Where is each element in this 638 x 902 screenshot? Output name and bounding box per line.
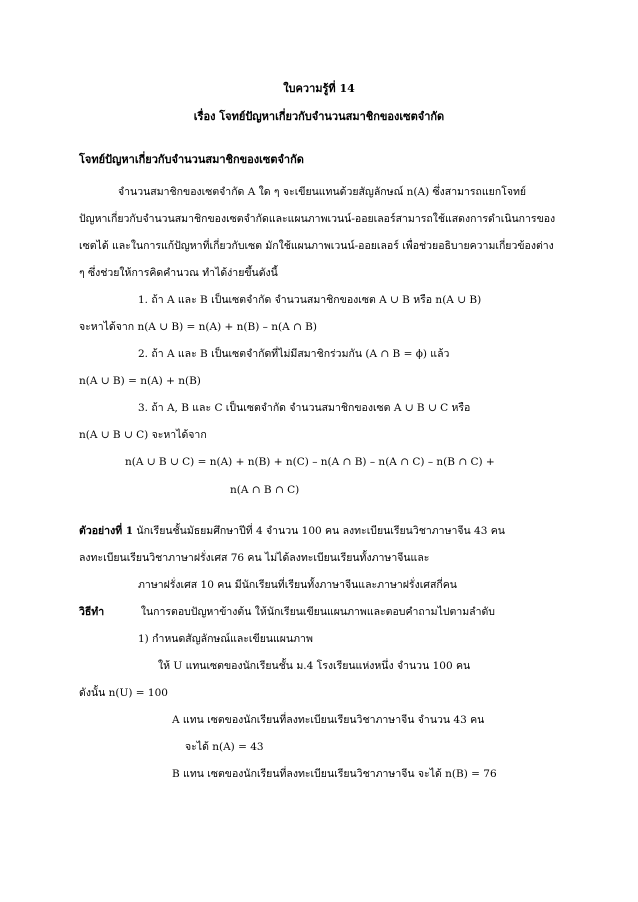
solution-line-6: จะได้ n(A) = 43 bbox=[185, 741, 264, 753]
solution-label: วิธีทำ bbox=[79, 606, 105, 618]
solution-line-3: ให้ U แทนเซตของนักเรียนชั้น ม.4 โรงเรียนแห่งหนึ่ง จำนวน 100 คน bbox=[158, 660, 471, 672]
rule-3-lead: n(A ∪ B ∪ C) จะหาได้จาก bbox=[79, 429, 207, 441]
page-subtitle: เรื่อง โจทย์ปัญหาเกี่ยวกับจำนวนสมาชิกของเซตจำกัด bbox=[193, 110, 445, 123]
solution-line-7: B แทน เซตของนักเรียนที่ลงทะเบียนเรียนวิชาภาษาจีน จะได้ n(B) = 76 bbox=[172, 768, 497, 780]
rule-1: 1. ถ้า A และ B เป็นเซตจำกัด จำนวนสมาชิกของเซต A ∪ B หรือ n(A ∪ B) bbox=[138, 294, 482, 306]
rule-3: 3. ถ้า A, B และ C เป็นเซตจำกัด จำนวนสมาชิกของเซต A ∪ B ∪ C หรือ bbox=[138, 402, 471, 414]
solution-text-1: ในการตอบปัญหาข้างต้น ให้นักเรียนเขียนแผนภาพและตอบคำถามไปตามลำดับ bbox=[140, 606, 495, 618]
example-label: ตัวอย่างที่ 1 bbox=[79, 525, 134, 537]
rule-2-formula: n(A ∪ B) = n(A) + n(B) bbox=[79, 375, 201, 387]
intro-line-4: ๆ ซึ่งช่วยให้การคิดคำนวณ ทำได้ง่ายขึ้นดังนี้ bbox=[79, 267, 278, 279]
rule-2: 2. ถ้า A และ B เป็นเซตจำกัดที่ไม่มีสมาชิกร่วมกัน (A ∩ B = ϕ) แล้ว bbox=[138, 348, 450, 360]
intro-line-2: ปัญหาเกี่ยวกับจำนวนสมาชิกของเซตจำกัดและแผนภาพเวนน์-ออยเลอร์สามารถใช้แสดงการดำเนินการของ bbox=[79, 213, 556, 225]
example-line-1 bbox=[79, 524, 505, 538]
example-line-2: ลงทะเบียนเรียนวิชาภาษาฝรั่งเศส 76 คน ไม่ได้ลงทะเบียนเรียนทั้งภาษาจีนและ bbox=[79, 552, 430, 564]
intro-line-1: จำนวนสมาชิกของเซตจำกัด A ใด ๆ จะเขียนแทนด้วยสัญลักษณ์ n(A) ซึ่งสามารถแยกโจทย์ bbox=[118, 186, 527, 198]
solution-step-1: 1) กำหนดสัญลักษณ์และเขียนแผนภาพ bbox=[138, 633, 313, 645]
rule-3-formula-cont: n(A ∩ B ∩ C) bbox=[230, 484, 300, 496]
example-line-3: ภาษาฝรั่งเศส 10 คน มีนักเรียนที่เรียนทั้งภาษาจีนและภาษาฝรั่งเศสกี่คน bbox=[138, 579, 457, 591]
example-text-1: นักเรียนชั้นมัธยมศึกษาปีที่ 4 จำนวน 100 คน ลงทะเบียนเรียนวิชาภาษาจีน 43 คน bbox=[133, 525, 505, 537]
solution-line-1 bbox=[79, 605, 495, 619]
solution-line-4: ดังนั้น n(U) = 100 bbox=[79, 687, 168, 699]
rule-3-formula: n(A ∪ B ∪ C) = n(A) + n(B) + n(C) – n(A ∩ B) – n(A ∩ C) – n(B ∩ C) + bbox=[125, 456, 495, 468]
page-title: ใบความรู้ที่ 14 bbox=[283, 82, 355, 95]
rule-1-formula: จะหาได้จาก n(A ∪ B) = n(A) + n(B) – n(A ∩ B) bbox=[79, 321, 317, 333]
section-heading: โจทย์ปัญหาเกี่ยวกับจำนวนสมาชิกของเซตจำกัด bbox=[79, 153, 304, 166]
solution-line-5: A แทน เซตของนักเรียนที่ลงทะเบียนเรียนวิชาภาษาจีน จำนวน 43 คน bbox=[172, 714, 485, 726]
intro-line-3: เซตได้ และในการแก้ปัญหาที่เกี่ยวกับเซต มักใช้แผนภาพเวนน์-ออยเลอร์ เพื่อช่วยอธิบายความเกี่ยวข้องต่าง bbox=[79, 240, 554, 252]
